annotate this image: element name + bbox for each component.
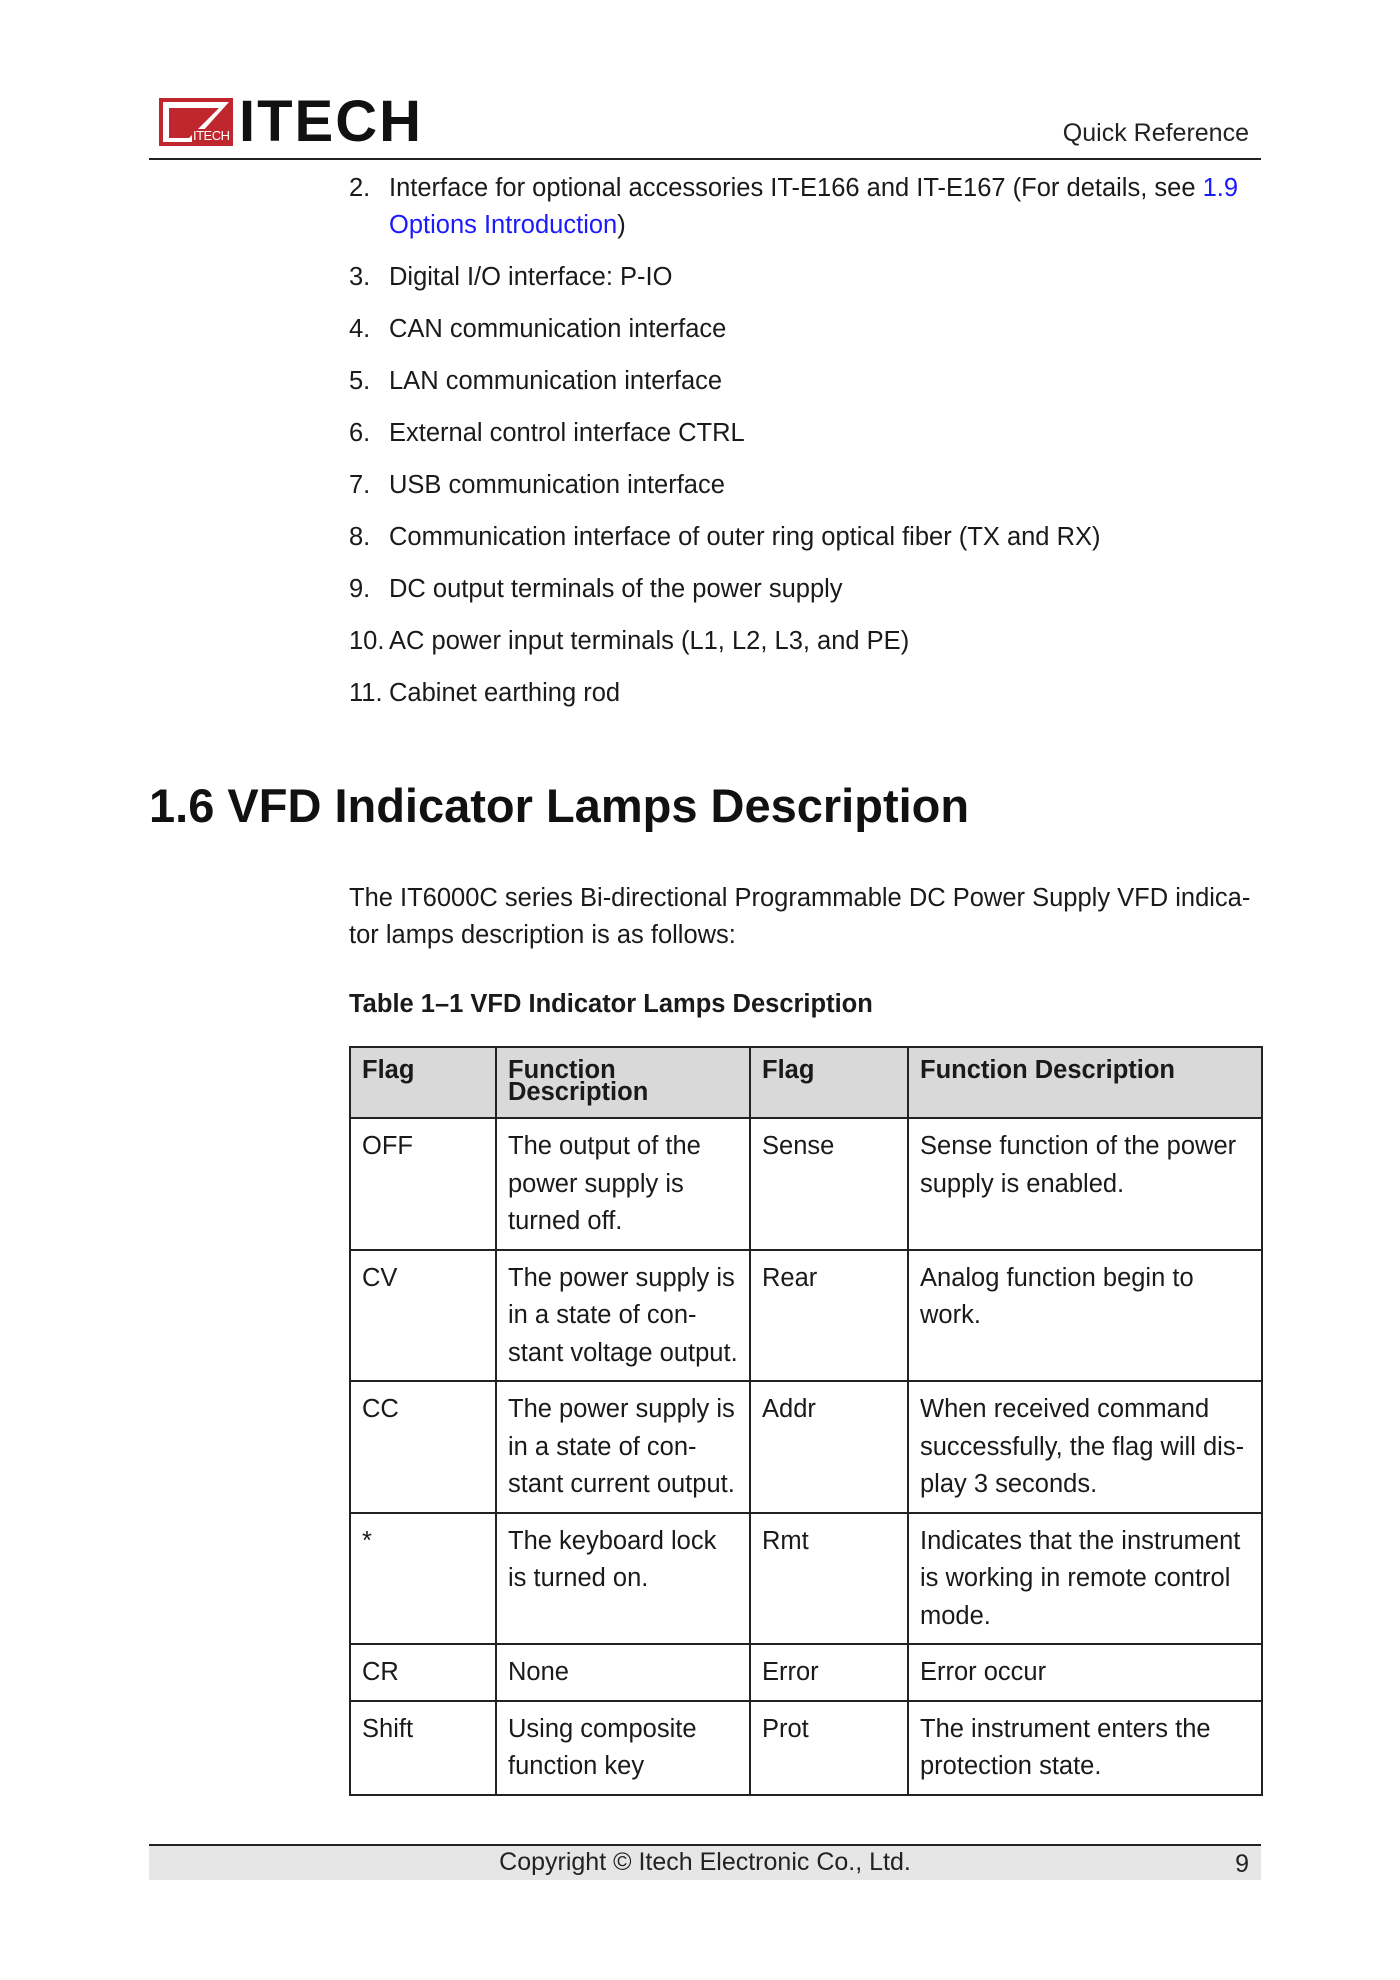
list-item-text: CAN communication interface <box>389 315 727 343</box>
list-item-text: Digital I/O interface: P-IO <box>389 263 673 291</box>
list-item-number: 2. <box>349 174 371 202</box>
table-cell: Addr <box>750 1381 908 1513</box>
list-item-text: External control interface CTRL <box>389 419 745 447</box>
list-item <box>349 623 1261 660</box>
list-item <box>349 311 1261 348</box>
list-item <box>349 363 1261 400</box>
footer-copyright: Copyright © Itech Electronic Co., Ltd. <box>499 1848 911 1876</box>
table-cell: Sense function of the power supply is enabled. <box>908 1118 1262 1250</box>
list-item-number: 4. <box>349 315 371 343</box>
table-cell: OFF <box>350 1118 496 1250</box>
table-cell: Analog function begin to work. <box>908 1250 1262 1382</box>
table-cell: Sense <box>750 1118 908 1250</box>
header-section-label: Quick Reference <box>1062 119 1249 147</box>
column-header-flag-2: Flag <box>750 1047 908 1118</box>
table-row <box>350 1381 1262 1513</box>
table-cell: Error <box>750 1644 908 1701</box>
itech-logo <box>159 89 423 154</box>
list-item <box>349 170 1261 244</box>
table-row <box>350 1513 1262 1645</box>
list-item-number: 11. <box>349 679 383 707</box>
table-row <box>350 1701 1262 1795</box>
table-row <box>350 1118 1262 1250</box>
list-item <box>349 675 1261 712</box>
column-header-flag: Flag <box>350 1047 496 1118</box>
list-item-number: 7. <box>349 471 371 499</box>
logo-mark-icon <box>159 98 233 146</box>
list-item-text: Interface for optional accessories IT-E166 and IT-E167 (For details, see <box>389 174 1203 202</box>
section-intro: The IT6000C series Bi-directional Programmable DC Power Supply VFD indica-tor lamps description is as follows: <box>349 884 1251 949</box>
table-cell: When received command successfully, the flag will dis-play 3 seconds. <box>908 1381 1262 1513</box>
table-cell: * <box>350 1513 496 1645</box>
list-item-number: 3. <box>349 263 371 291</box>
table-cell: The keyboard lock is turned on. <box>496 1513 750 1645</box>
list-item-number: 9. <box>349 575 371 603</box>
list-item-text: LAN communication interface <box>389 367 723 395</box>
list-item-text: USB communication interface <box>389 471 725 499</box>
table-header-row <box>350 1047 1262 1118</box>
list-item-text: DC output terminals of the power supply <box>389 575 843 603</box>
vfd-indicator-table <box>349 1046 1263 1796</box>
table-cell: Indicates that the instrument is working in remote control mode. <box>908 1513 1262 1645</box>
list-item-number: 10. <box>349 627 385 655</box>
logo-mark-text: ITECH <box>193 128 230 143</box>
table-cell: Using composite function key <box>496 1701 750 1795</box>
table-cell: The output of the power supply is turned off. <box>496 1118 750 1250</box>
table-cell: Rear <box>750 1250 908 1382</box>
list-item <box>349 519 1261 556</box>
table-cell: Rmt <box>750 1513 908 1645</box>
list-item-text-end: ) <box>617 211 626 239</box>
list-item-number: 5. <box>349 367 371 395</box>
table-cell: The instrument enters the protection state. <box>908 1701 1262 1795</box>
table-cell: None <box>496 1644 750 1701</box>
interface-list <box>349 170 1261 727</box>
table-cell: Prot <box>750 1701 908 1795</box>
page-header <box>149 89 1261 160</box>
list-item <box>349 259 1261 296</box>
page-footer <box>149 1844 1261 1880</box>
table-cell: CC <box>350 1381 496 1513</box>
page-number: 9 <box>1235 1850 1249 1878</box>
options-introduction-link[interactable]: 1.9 Options Introduction <box>389 174 1239 239</box>
list-item-text: AC power input terminals (L1, L2, L3, and PE) <box>389 627 910 655</box>
list-item-text: Cabinet earthing rod <box>389 679 621 707</box>
table-cell: CR <box>350 1644 496 1701</box>
list-item-text: Communication interface of outer ring optical fiber (TX and RX) <box>389 523 1101 551</box>
section-title: 1.6 VFD Indicator Lamps Description <box>149 779 970 832</box>
list-item <box>349 571 1261 608</box>
table-cell: The power supply is in a state of con-stant current output. <box>496 1381 750 1513</box>
list-item-number: 8. <box>349 523 371 551</box>
table-cell: The power supply is in a state of con-stant voltage output. <box>496 1250 750 1382</box>
table-cell: CV <box>350 1250 496 1382</box>
table-caption: Table 1–1 VFD Indicator Lamps Description <box>349 990 873 1018</box>
table-cell: Shift <box>350 1701 496 1795</box>
column-header-function-description-2: Function Description <box>908 1047 1262 1118</box>
column-header-function-description: Function Description <box>496 1047 750 1118</box>
list-item <box>349 415 1261 452</box>
table-row <box>350 1644 1262 1701</box>
logo-wordmark: ITECH <box>239 89 423 154</box>
table-row <box>350 1250 1262 1382</box>
table-cell: Error occur <box>908 1644 1262 1701</box>
list-item <box>349 467 1261 504</box>
list-item-number: 6. <box>349 419 371 447</box>
